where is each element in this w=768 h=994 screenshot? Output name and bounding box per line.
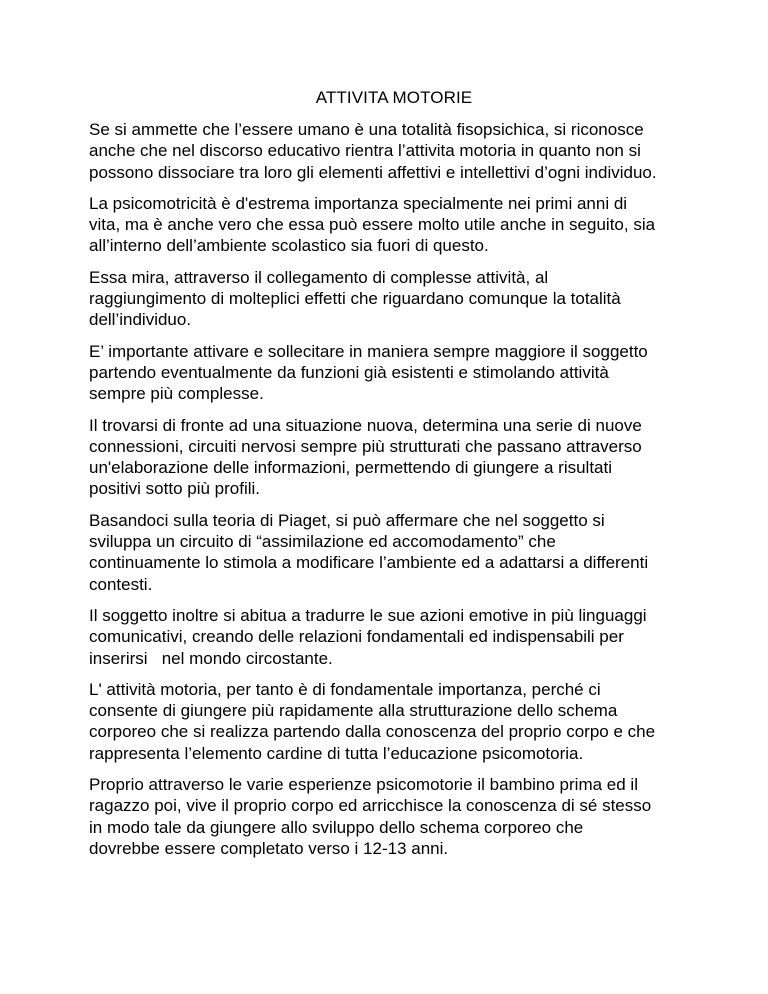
paragraph [89,341,685,405]
paragraph-line: sempre più complesse. [89,384,264,404]
paragraph-line: sviluppa un circuito di “assimilazione ed accomodamento” che [89,532,556,552]
paragraph-line: Se si ammette che l’essere umano è una totalità fisopsichica, si riconosce [89,120,644,139]
paragraph-line: E’ importante attivare e sollecitare in maniera sempre maggiore il soggetto [89,341,648,361]
paragraph-line: contesti. [89,574,153,594]
paragraph-line: Il trovarsi di fronte ad una situazione nuova, determina una serie di nuove [89,415,642,435]
paragraph [89,605,685,669]
paragraph-line: in modo tale da giungere allo sviluppo dello schema corporeo che [89,817,584,837]
paragraph [89,679,685,764]
paragraph [89,510,685,595]
paragraph-line: Il soggetto inoltre si abitua a tradurre le sue azioni emotive in più linguaggi [89,605,647,625]
document-title: ATTIVITA MOTORIE [315,88,473,107]
paragraph-line: connessioni, circuiti nervosi sempre più strutturati che passano attraverso [89,436,642,456]
paragraph-line: vita, ma è anche vero che essa può essere molto utile anche in seguito, sia [89,215,656,235]
paragraph-line: continuamente lo stimola a modificare l’ambiente ed a adattarsi a differenti [89,553,649,573]
paragraph [89,267,685,331]
paragraph-line: un'elaborazione delle informazioni, permettendo di giungere a risultati [89,458,613,478]
paragraph [89,774,685,859]
paragraph-line: La psicomotricità è d'estrema importanza specialmente nei primi anni di [89,193,628,213]
paragraph-line: consente di giungere più rapidamente alla strutturazione dello schema [89,701,618,721]
paragraph-line: rappresenta l’elemento cardine di tutta l’educazione psicomotoria. [89,743,584,763]
paragraph [89,193,685,257]
paragraph-line: anche che nel discorso educativo rientra l’attivita motoria in quanto non si [89,141,641,161]
paragraph-line: Proprio attraverso le varie esperienze psicomotorie il bambino prima ed il [89,775,638,795]
document-page [89,88,685,869]
paragraph [89,119,685,183]
paragraph-line: Basandoci sulla teoria di Piaget, si può affermare che nel soggetto si [89,510,605,530]
paragraph-line: raggiungimento di molteplici effetti che riguardano comunque la totalità [89,289,621,309]
paragraph-line: partendo eventualmente da funzioni già esistenti e stimolando attività [89,362,609,382]
paragraph-line: corporeo che si realizza partendo dalla conoscenza del proprio corpo e che [89,722,656,742]
paragraph-line: dovrebbe essere completato verso i 12-13 anni. [89,838,449,858]
paragraph-line: positivi sotto più profili. [89,479,261,499]
paragraph-line: L' attività motoria, per tanto è di fondamentale importanza, perché ci [89,679,601,699]
paragraph-line: all’interno dell’ambiente scolastico sia fuori di questo. [89,236,489,256]
paragraph-line: Essa mira, attraverso il collegamento di complesse attività, al [89,267,549,287]
paragraph-line: dell’individuo. [89,310,192,330]
paragraph-line: inserirsi nel mondo circostante. [89,648,333,668]
paragraph [89,415,685,500]
paragraph-line: possono dissociare tra loro gli elementi affettivi e intellettivi d’ogni individuo. [89,162,657,182]
paragraph-line: comunicativi, creando delle relazioni fondamentali ed indispensabili per [89,627,624,647]
paragraph-line: ragazzo poi, vive il proprio corpo ed arricchisce la conoscenza di sé stesso [89,796,652,816]
